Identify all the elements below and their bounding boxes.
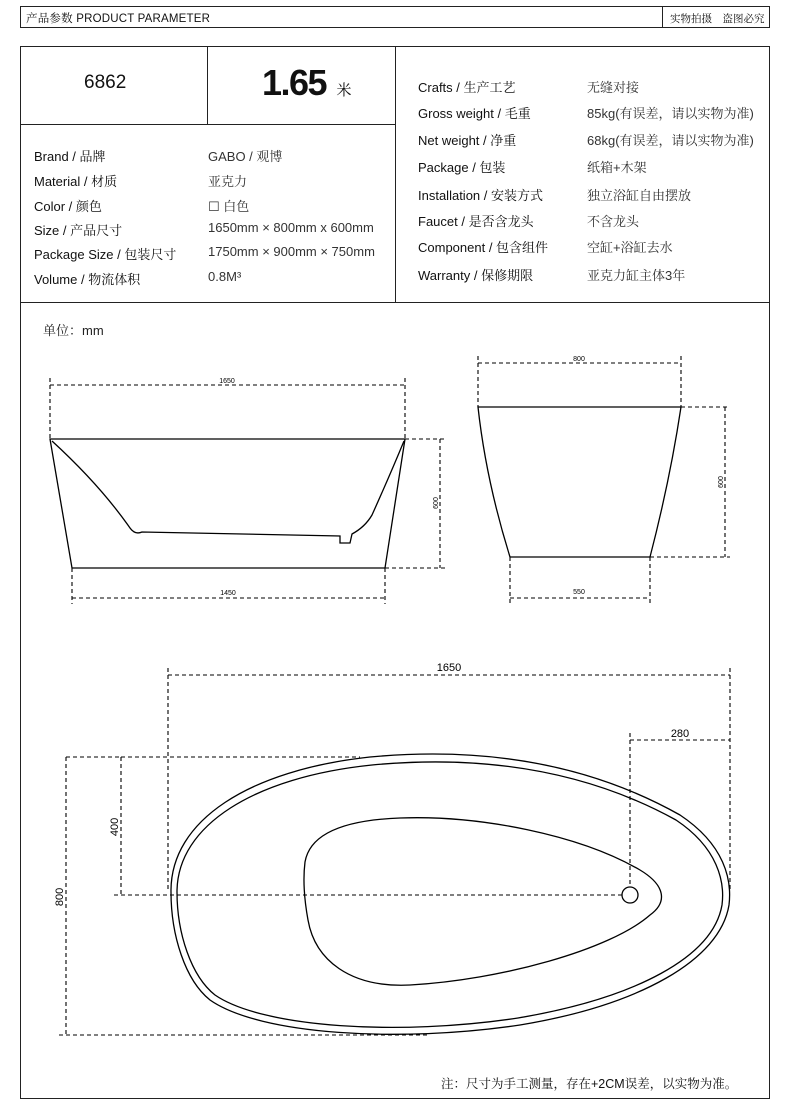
right-spec-value: 空缸+浴缸去水 [587, 240, 673, 255]
left-spec-value: 1750mm × 900mm × 750mm [208, 244, 375, 259]
dim-plan-length: 1650 [436, 662, 462, 674]
right-spec-label: Crafts / 生产工艺 [418, 80, 516, 95]
dim-end-height: 600 [718, 476, 725, 488]
unit-label: 单位：mm [43, 323, 104, 338]
left-spec-value: 亚克力 [208, 174, 248, 189]
left-spec-label: Brand / 品牌 [34, 149, 106, 164]
right-spec-label: Package / 包装 [418, 160, 506, 175]
right-spec-label: Installation / 安装方式 [418, 188, 543, 203]
dim-end-top-width: 800 [573, 356, 585, 363]
left-spec-value: 0.8M³ [208, 269, 242, 284]
product-code: 6862 [84, 72, 127, 93]
length-unit: 米 [336, 82, 352, 99]
side-view-outline [50, 439, 405, 568]
left-spec-label: Package Size / 包装尺寸 [34, 247, 177, 262]
dim-side-bottom-width: 1450 [220, 590, 236, 597]
right-spec-value: 85kg(有误差，请以实物为准) [587, 106, 754, 121]
right-spec-label: Warranty / 保修期限 [418, 268, 534, 283]
right-spec-value: 无缝对接 [587, 80, 640, 95]
dim-side-height: 600 [433, 497, 440, 509]
footer-note: 注：尺寸为手工测量，存在+2CM误差，以实物为准。 [441, 1077, 738, 1091]
right-spec-label: Faucet / 是否含龙头 [418, 214, 534, 229]
left-spec-value: ☐ 白色 [208, 199, 250, 214]
left-spec-label: Color / 颜色 [34, 199, 102, 214]
left-spec-label: Size / 产品尺寸 [34, 223, 123, 238]
plan-view-basin [304, 818, 661, 986]
end-view-outline [478, 407, 681, 557]
right-spec-value: 不含龙头 [587, 214, 640, 229]
left-spec-value: 1650mm × 800mm x 600mm [208, 220, 374, 235]
dim-plan-width: 800 [54, 887, 66, 907]
left-spec-label: Material / 材质 [34, 174, 118, 189]
length-value: 1.65 [262, 62, 327, 103]
dim-plan-drain-offset: 280 [670, 728, 690, 740]
right-spec-value: 亚克力缸主体3年 [587, 268, 686, 283]
header-title: 产品参数 PRODUCT PARAMETER [26, 13, 211, 25]
right-spec-value: 68kg(有误差，请以实物为准) [587, 133, 754, 148]
plan-view-outer-rim [171, 754, 730, 1034]
header-copyright-note: 实物拍摄 盗图必究 [670, 13, 765, 25]
left-spec-label: Volume / 物流体积 [34, 272, 141, 287]
plan-view-drain [622, 887, 638, 903]
right-spec-label: Component / 包含组件 [418, 240, 549, 255]
dim-plan-drain-from-top: 400 [109, 817, 121, 837]
right-spec-value: 独立浴缸自由摆放 [587, 188, 692, 203]
left-spec-value: GABO / 观博 [208, 149, 283, 164]
right-spec-value: 纸箱+木架 [587, 160, 647, 175]
dim-end-bottom-width: 550 [573, 589, 585, 596]
side-view-inner-slope [52, 441, 404, 543]
right-spec-label: Net weight / 净重 [418, 133, 517, 148]
plan-view-rim-line [177, 762, 723, 1027]
right-spec-label: Gross weight / 毛重 [418, 106, 531, 121]
dim-side-top-width: 1650 [219, 378, 235, 385]
